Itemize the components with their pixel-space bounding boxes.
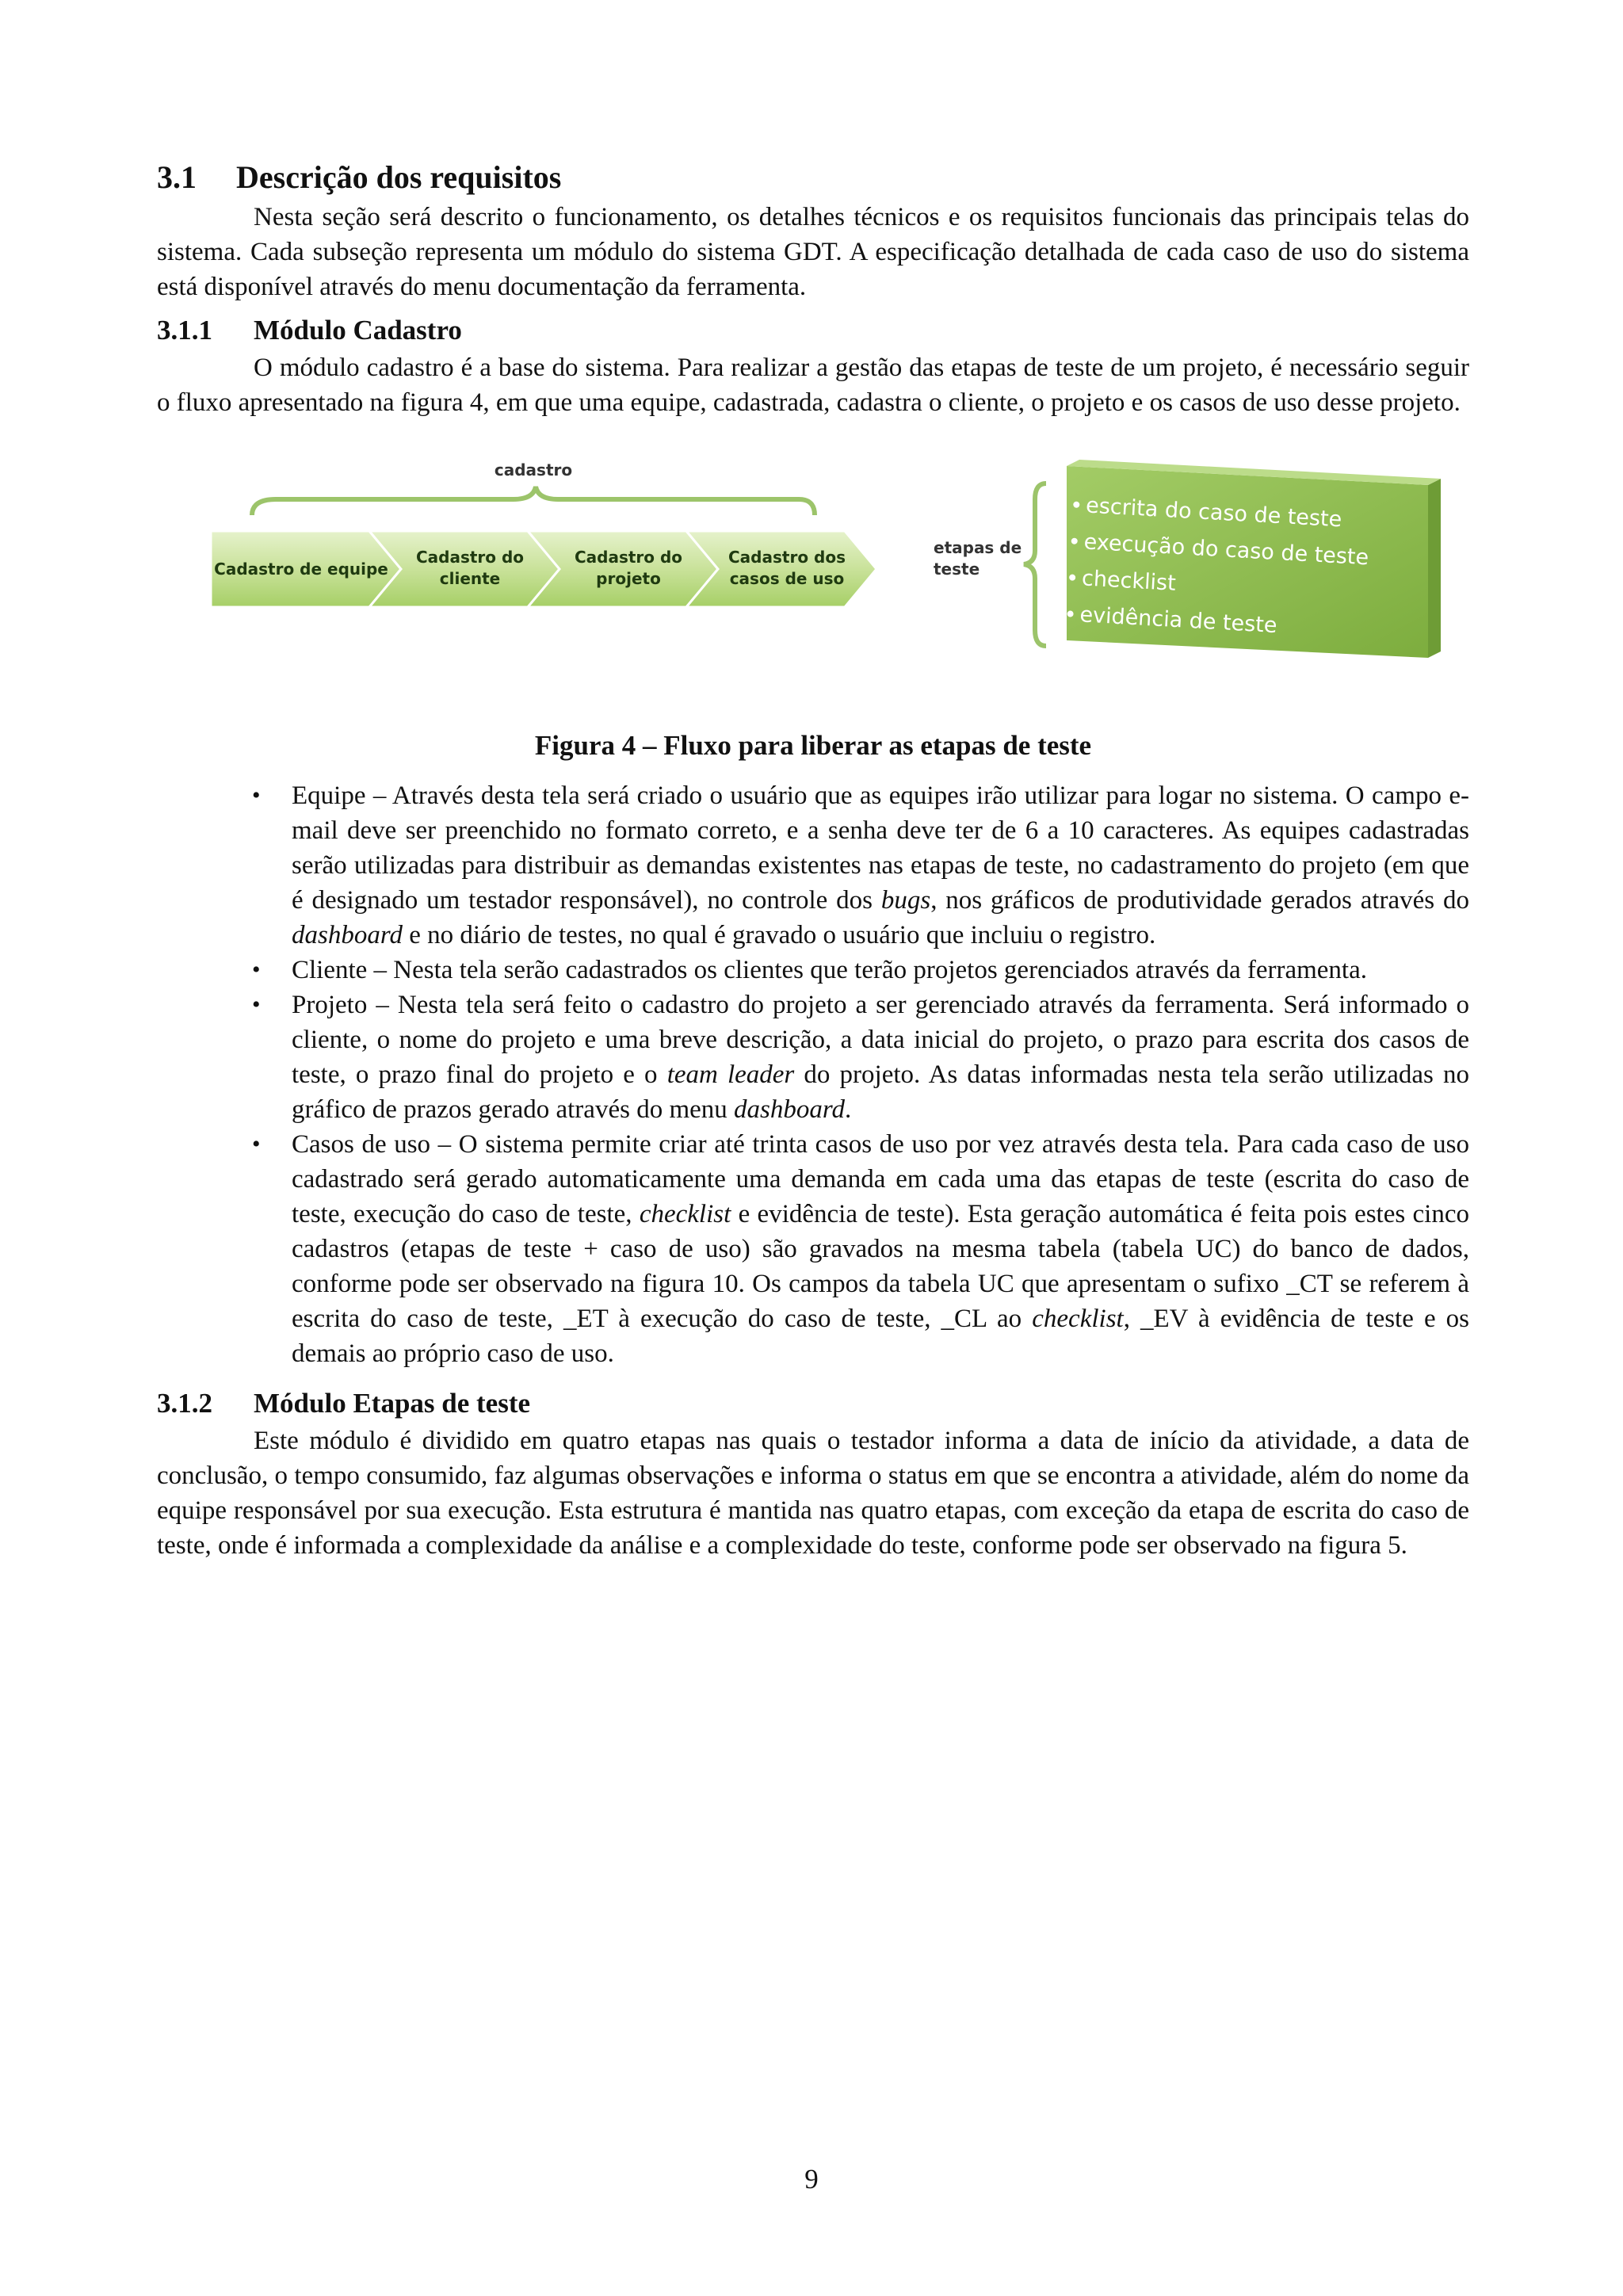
step-4-label-1: Cadastro dos [728,548,846,567]
bullet-text: e evidência de teste). Esta geração automática é feita pois estes cinco cadastros (etapas de teste + caso de uso) são gravados na mesma tabela (tabela UC) do banco de dados, conforme pode ser observado na figura 10. Os campos da tabela UC que apresentam o sufixo _CT se referem à escrita do caso de teste, _ET à execução do caso de teste, _CL ao [292,1200,1469,1333]
intro-paragraph: Nesta seção será descrito o funcionamento, os detalhes técnicos e os requisitos funcionais das principais telas do sistema. Cada subseção representa um módulo do sistema GDT. A especificação detalhada de cada caso de uso do sistema está disponível através do menu documentação da ferramenta. [157,203,1469,301]
section-number: 3.1 [157,159,197,195]
bullet-text: e no diário de testes, no qual é gravado o usuário que incluiu o registro. [402,921,1156,949]
bullet-dot-icon: • [252,782,261,808]
step-1-label: Cadastro de equipe [214,560,388,579]
bullet-dot-icon: • [252,991,261,1018]
bullet-item-casos-de-uso [157,1127,1469,1371]
page-body [157,155,1469,1563]
step-3-label-1: Cadastro do [574,548,683,567]
box-item-3: checklist [1081,566,1177,596]
bullet-item-cliente [157,953,1469,988]
section-heading [157,155,1469,200]
step-4-label-2: casos de uso [729,569,845,588]
subsection-heading-cadastro [157,311,1469,350]
bullet-dot-icon: • [252,957,261,983]
etapas-paragraph: Este módulo é dividido em quatro etapas nas quais o testador informa a data de início da atividade, a data de conclusão, o tempo consumido, faz algumas observações e informa o status em que se encontra a atividade, além do nome da equipe responsável por sua execução. Esta estrutura é mantida nas quatro etapas, com exceção da etapa de escrita do caso de teste, onde é informada a complexidade da análise e a complexidade do teste, conforme pode ser observado na figura 5. [157,1427,1469,1560]
bullet-text: do projeto. As datas informadas nesta tela serão utilizadas no gráfico de prazos gerado através do menu [292,1060,1469,1124]
subsection-number: 3.1.2 [157,1388,212,1419]
bullet-dot-icon: • [252,1131,261,1157]
bullet-text: Cliente – Nesta tela serão cadastrados os clientes que terão projetos gerenciados através da ferramenta. [292,956,1367,984]
step-2-label-2: cliente [439,569,501,588]
flow-steps [211,531,876,607]
bullet-text: Equipe – Através desta tela será criado o usuário que as equipes irão utilizar para logar no sistema. O campo e-mail deve ser preenchido no formato correto, e a senha deve ter de 6 a 10 caracteres. As equipes cadastradas serão utilizadas para distribuir as demandas existentes nas etapas de teste, no cadastramento do projeto (em que é designado um testador responsável), no controle dos [292,781,1469,915]
bullet-text: Casos de uso – O sistema permite criar até trinta casos de uso por vez através desta tela. Para cada caso de uso cadastrado será gerado automaticamente uma demanda em cada uma das etapas de teste (escrita do caso de teste, execução do caso de teste, [292,1130,1469,1228]
italic-term: checklist [639,1200,731,1228]
flow-diagram [157,452,1469,713]
side-label-2: teste [934,560,980,579]
figure-caption: Figura 4 – Fluxo para liberar as etapas de teste [534,730,1092,761]
bullet-text: Projeto – Nesta tela será feito o cadastro do projeto a ser gerenciado através da ferramenta. Será informado o cliente, o nome do projeto e uma breve descrição, a data inicial do projeto, o prazo para escrita dos casos de teste, o prazo final do projeto e o [292,991,1469,1089]
italic-term: team leader [666,1060,795,1089]
bracket-label: cadastro [494,460,573,479]
bullet-text: . [844,1095,852,1124]
subsection-title: Módulo Etapas de teste [254,1388,531,1419]
bullet-list [157,778,1469,1371]
italic-term: dashboard [292,921,403,949]
subsection-title: Módulo Cadastro [254,315,462,346]
cadastro-brace [252,487,815,515]
bullet-text: , _EV à evidência de teste e os demais ao próprio caso de uso. [292,1305,1469,1368]
box-item-1: escrita do caso de teste [1085,493,1343,533]
bullet-text: , nos gráficos de produtividade gerados através do [930,886,1469,915]
bullet-item-projeto [157,988,1469,1127]
cadastro-paragraph: O módulo cadastro é a base do sistema. Para realizar a gestão das etapas de teste de um projeto, é necessário seguir o fluxo apresentado na figura 4, em que uma equipe, cadastrada, cadastra o cliente, o projeto e os casos de uso desse projeto. [157,353,1469,417]
step-3-label-2: projeto [596,569,661,588]
etapas-box [1067,460,1441,658]
box-item-4: evidência de teste [1079,602,1278,639]
italic-term: checklist [1032,1305,1124,1333]
flow-figure [157,452,1469,713]
etapas-brace [1024,483,1046,646]
subsection-heading-etapas [157,1384,1469,1423]
italic-term: bugs [880,886,931,915]
section-title: Descrição dos requisitos [236,159,562,195]
subsection-number: 3.1.1 [157,315,212,346]
bullet-item-equipe [157,778,1469,953]
italic-term: dashboard [734,1095,845,1124]
page-number: 9 [804,2164,819,2195]
step-2-label-1: Cadastro do [415,548,525,567]
box-item-2: execução do caso de teste [1083,529,1369,571]
side-label-1: etapas de [934,538,1022,557]
